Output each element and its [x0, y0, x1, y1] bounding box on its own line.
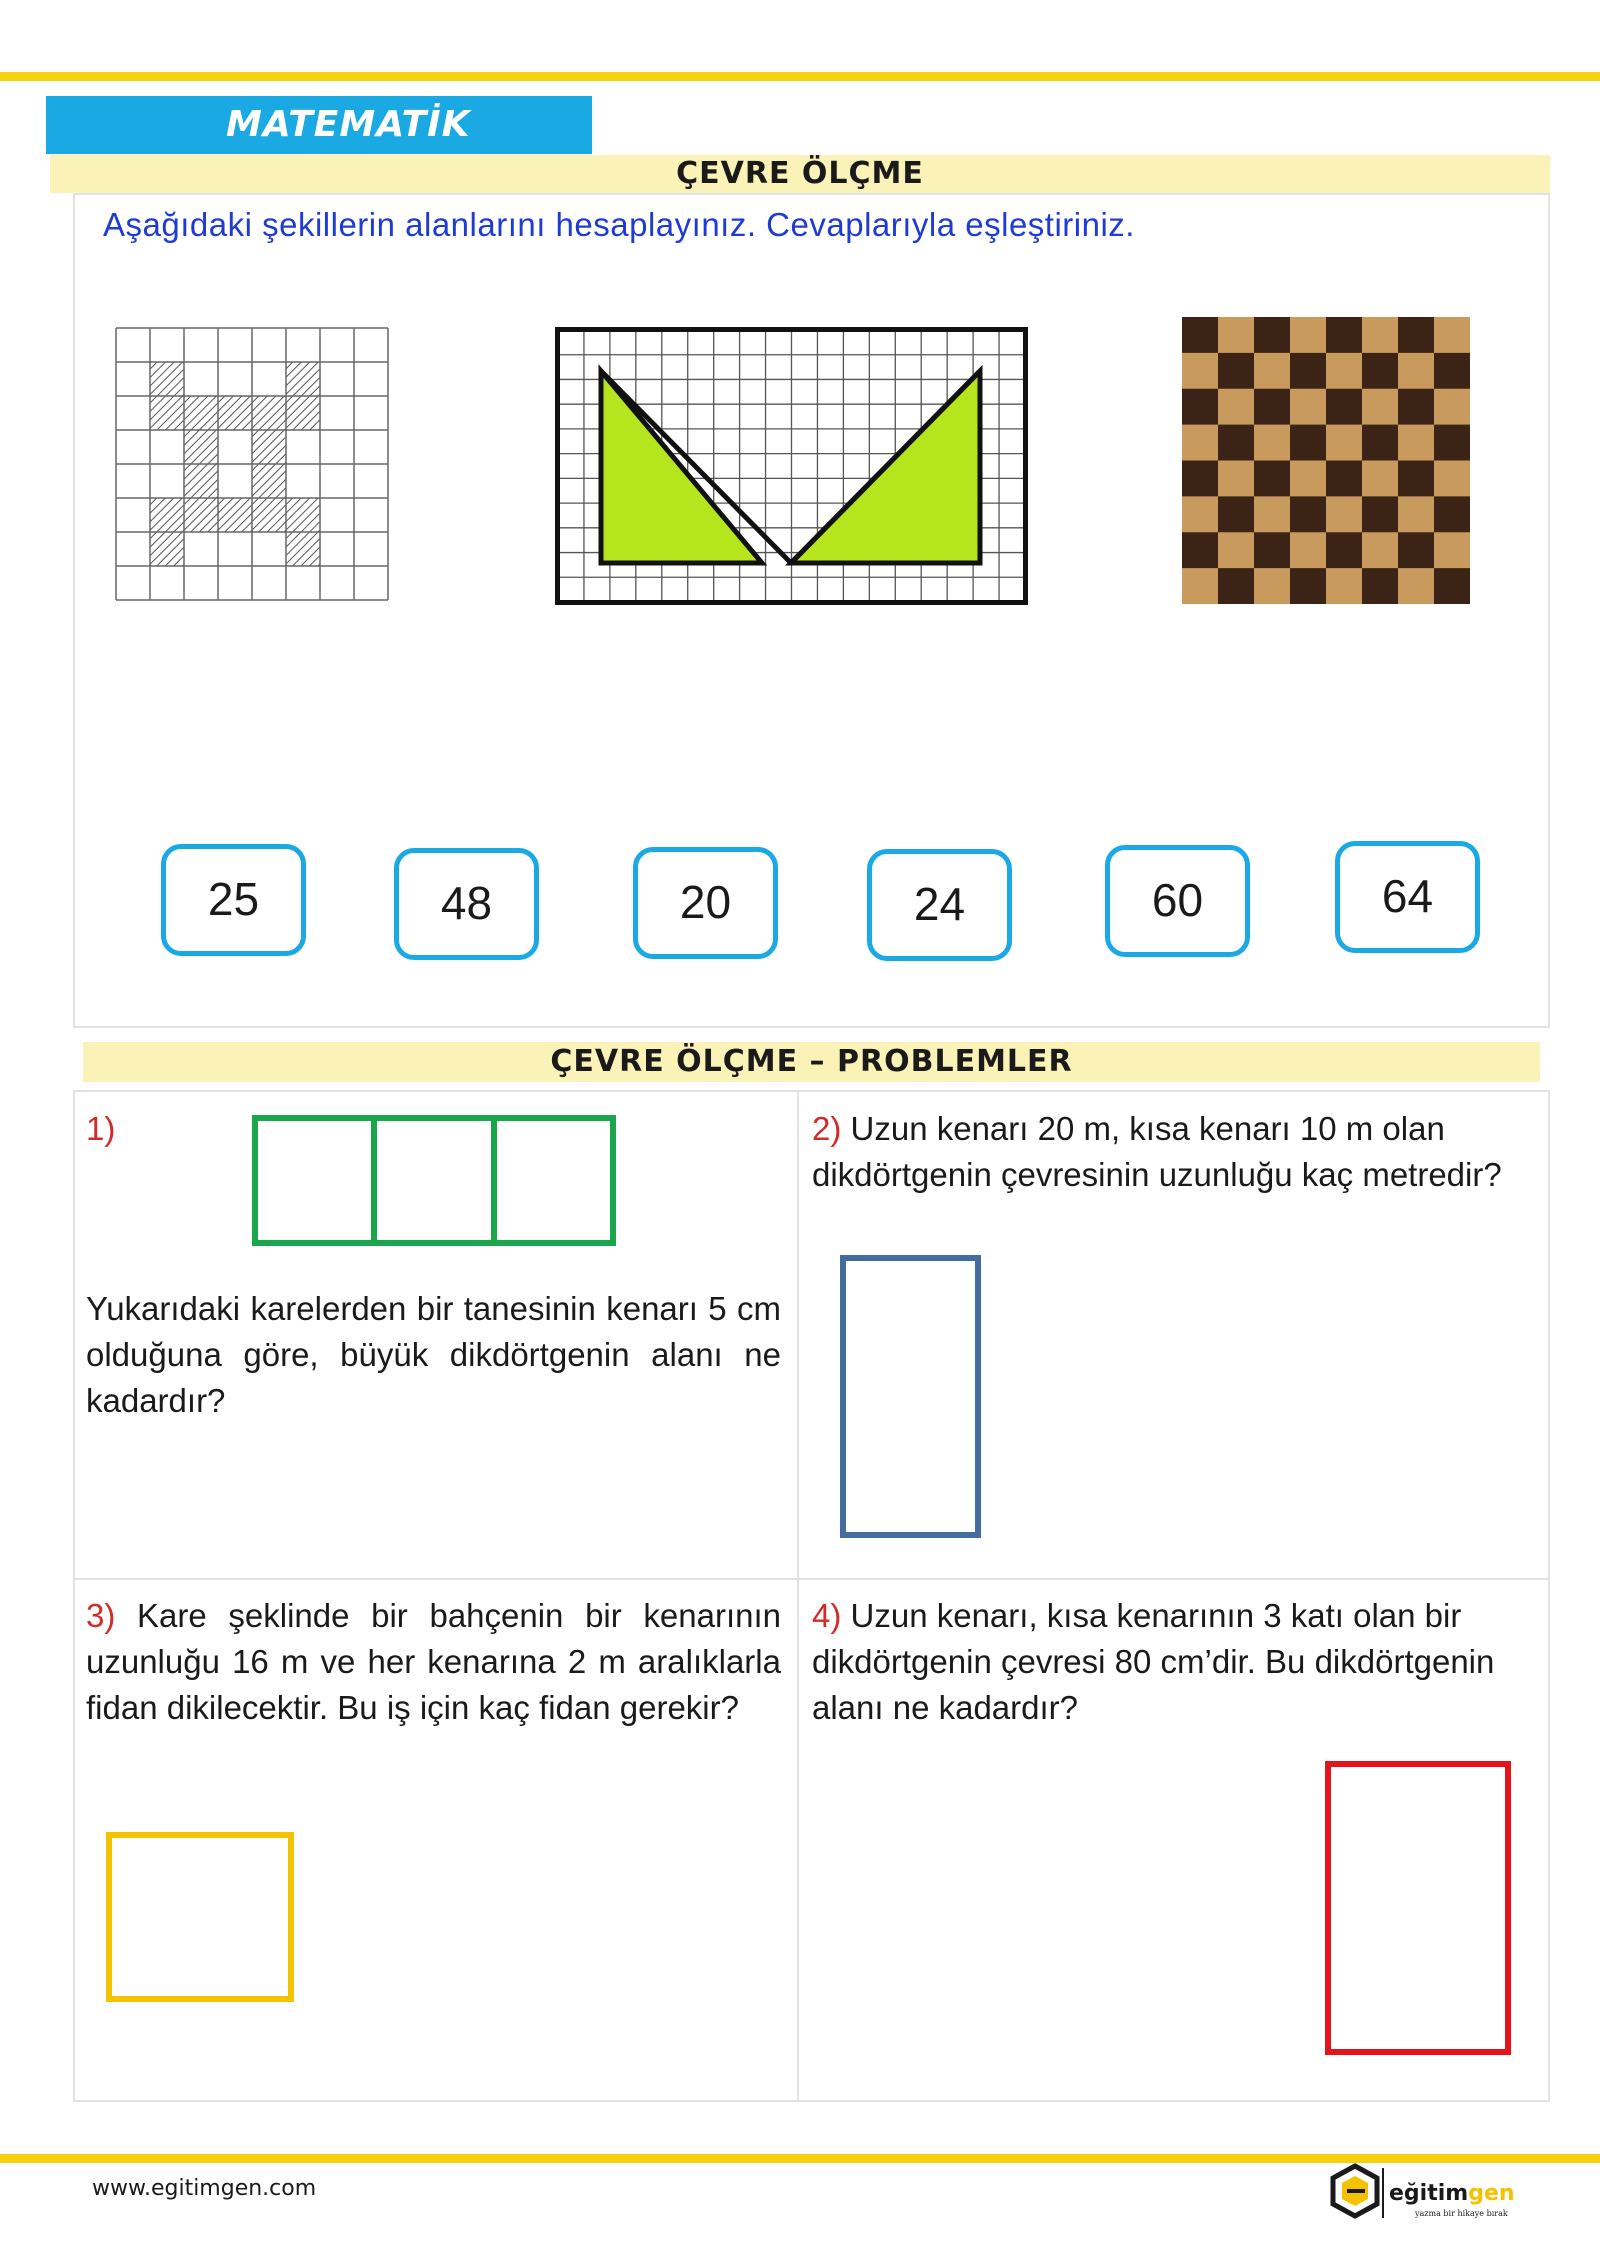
hatched-cell: [286, 532, 320, 566]
answer-box-3[interactable]: 20: [633, 847, 778, 959]
checker-cell: [1434, 496, 1470, 532]
checker-cell: [1254, 389, 1291, 425]
checker-cell: [1434, 532, 1470, 568]
problem-2-number: 2): [812, 1110, 842, 1147]
checker-cell: [1398, 461, 1435, 497]
checker-cell: [1434, 389, 1470, 425]
checker-cell: [1362, 532, 1399, 568]
checker-cell: [1182, 425, 1219, 461]
checker-cell: [1290, 389, 1327, 425]
checker-cell: [1326, 389, 1363, 425]
checker-cell: [1254, 317, 1291, 353]
checker-cell: [1398, 425, 1435, 461]
checker-cell: [1182, 353, 1219, 389]
square-divider-2: [491, 1115, 497, 1246]
checker-cell: [1434, 461, 1470, 497]
problems-title: ÇEVRE ÖLÇME – PROBLEMLER: [83, 1042, 1540, 1082]
checker-cell: [1326, 461, 1363, 497]
page-title: ÇEVRE ÖLÇME: [50, 155, 1550, 193]
checker-cell: [1182, 568, 1219, 604]
three-squares-rectangle: [252, 1115, 616, 1246]
checker-cell: [1434, 317, 1470, 353]
svg-text:eğitimgen: eğitimgen: [1389, 2181, 1515, 2206]
checker-cell: [1218, 389, 1255, 425]
checker-cell: [1218, 496, 1255, 532]
checkerboard-figure: [1182, 317, 1470, 604]
checker-cell: [1254, 568, 1291, 604]
checker-cell: [1254, 461, 1291, 497]
problem-1-text: Yukarıdaki karelerden bir tanesinin kenarı 5 cm olduğuna göre, büyük dikdörtgenin alanı ne kadardır?: [86, 1290, 781, 1419]
checker-cell: [1434, 425, 1470, 461]
hatched-cell: [184, 498, 218, 532]
answer-box-5[interactable]: 60: [1105, 845, 1250, 957]
left-green-triangle: [601, 371, 762, 563]
hatched-cell: [252, 498, 286, 532]
hatched-cell: [150, 362, 184, 396]
checker-cell: [1326, 353, 1363, 389]
checker-cell: [1290, 353, 1327, 389]
checker-cell: [1398, 532, 1435, 568]
hatched-cell: [218, 498, 252, 532]
checker-cell: [1254, 496, 1291, 532]
hatched-cell: [150, 498, 184, 532]
checker-cell: [1182, 532, 1219, 568]
checker-cell: [1254, 353, 1291, 389]
checker-cell: [1290, 496, 1327, 532]
problem-3-text: Kare şeklinde bir bahçenin bir kenarının uzunluğu 16 m ve her kenarına 2 m aralıklarla fidan dikilecektir. Bu iş için kaç fidan gerekir?: [86, 1597, 782, 1726]
problem-4-number: 4): [812, 1597, 842, 1634]
checker-cell: [1398, 317, 1435, 353]
checker-cell: [1290, 317, 1327, 353]
checker-cell: [1254, 532, 1291, 568]
checker-cell: [1362, 389, 1399, 425]
triangles-grid-figure: [555, 327, 1028, 605]
checker-cell: [1290, 532, 1327, 568]
hatched-cell: [184, 430, 218, 464]
checker-cell: [1218, 568, 1255, 604]
checker-cell: [1290, 425, 1327, 461]
red-rectangle: [1325, 1761, 1511, 2055]
answer-box-2[interactable]: 48: [394, 848, 539, 960]
steel-blue-rectangle: [840, 1255, 981, 1538]
hatched-grid-figure: [115, 327, 391, 603]
checker-cell: [1398, 496, 1435, 532]
hatched-cell: [252, 430, 286, 464]
answer-box-4[interactable]: 24: [867, 849, 1012, 961]
answer-box-6[interactable]: 64: [1335, 841, 1480, 953]
problem-1-number: 1): [86, 1110, 116, 1147]
checker-cell: [1362, 496, 1399, 532]
footer-url[interactable]: www.egitimgen.com: [92, 2176, 317, 2201]
problem-3-number: 3): [86, 1597, 116, 1634]
hatched-cell: [252, 396, 286, 430]
checker-cell: [1362, 425, 1399, 461]
checker-cell: [1434, 568, 1470, 604]
checker-cell: [1398, 568, 1435, 604]
answer-box-1[interactable]: 25: [161, 844, 306, 956]
egitimgen-logo: [1325, 2162, 1525, 2232]
svg-text:yazma bir hikaye bırak: yazma bir hikaye bırak: [1415, 2209, 1508, 2218]
horizontal-divider: [75, 1578, 1548, 1580]
hatched-cell: [184, 464, 218, 498]
problem-4: [812, 1593, 1512, 1731]
problem-4-text: Uzun kenarı, kısa kenarının 3 katı olan bir dikdörtgenin çevresi 80 cm’dir. Bu dikdörtgenin alanı ne kadardır?: [812, 1597, 1495, 1726]
checker-cell: [1182, 461, 1219, 497]
vertical-divider: [797, 1092, 799, 2100]
top-yellow-line: [0, 72, 1600, 81]
hatched-cell: [218, 396, 252, 430]
checker-cell: [1182, 317, 1219, 353]
checker-cell: [1362, 461, 1399, 497]
checker-cell: [1290, 461, 1327, 497]
checker-cell: [1326, 496, 1363, 532]
hatched-cell: [150, 396, 184, 430]
checker-cell: [1218, 317, 1255, 353]
checker-cell: [1326, 425, 1363, 461]
problem-3: [86, 1593, 781, 1731]
hatched-cell: [252, 464, 286, 498]
checker-cell: [1362, 317, 1399, 353]
checker-cell: [1182, 496, 1219, 532]
instruction-text: Aşağıdaki şekillerin alanlarını hesaplayınız. Cevaplarıyla eşleştiriniz.: [103, 206, 1135, 243]
subject-banner: MATEMATİK: [46, 96, 592, 154]
hatched-cell: [286, 396, 320, 430]
yellow-square: [106, 1832, 294, 2002]
checker-cell: [1254, 425, 1291, 461]
checker-cell: [1326, 317, 1363, 353]
checker-cell: [1218, 532, 1255, 568]
problem-2: [812, 1106, 1512, 1198]
checker-cell: [1398, 389, 1435, 425]
checker-cell: [1218, 353, 1255, 389]
checker-cell: [1326, 568, 1363, 604]
checker-cell: [1362, 568, 1399, 604]
checker-cell: [1218, 461, 1255, 497]
hatched-cell: [150, 532, 184, 566]
hatched-cell: [286, 498, 320, 532]
problem-2-text: Uzun kenarı 20 m, kısa kenarı 10 m olan dikdörtgenin çevresinin uzunluğu kaç metredir?: [812, 1110, 1502, 1193]
square-divider-1: [371, 1115, 377, 1246]
checker-cell: [1398, 353, 1435, 389]
checker-cell: [1218, 425, 1255, 461]
checker-cell: [1182, 389, 1219, 425]
hatched-cell: [184, 396, 218, 430]
checker-cell: [1434, 353, 1470, 389]
checker-cell: [1290, 568, 1327, 604]
checker-cell: [1326, 532, 1363, 568]
checker-cell: [1362, 353, 1399, 389]
hatched-cell: [286, 362, 320, 396]
